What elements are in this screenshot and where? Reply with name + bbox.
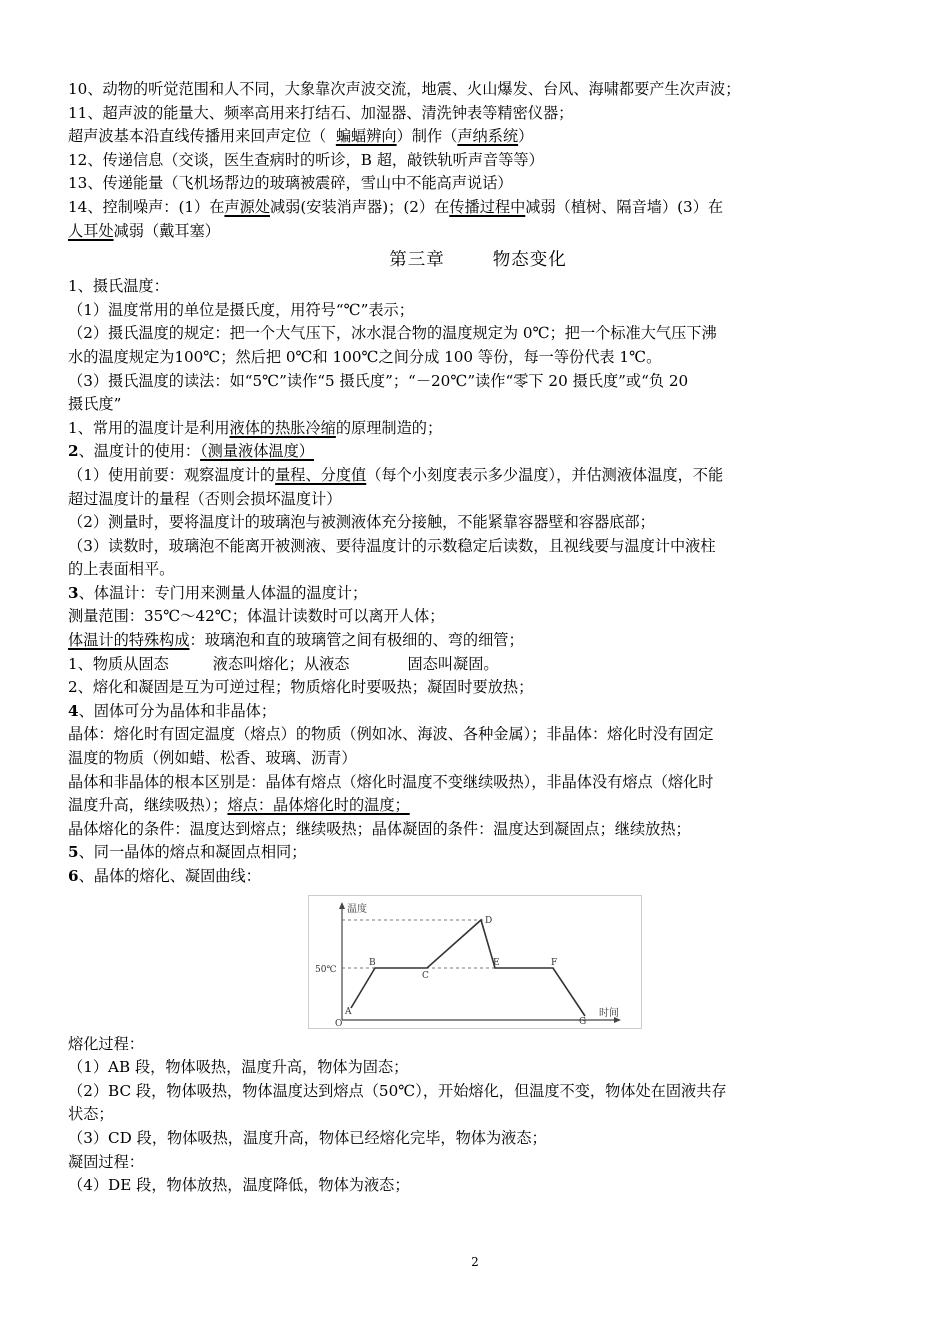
point-label: D bbox=[485, 915, 493, 926]
text-line: 温度升高，继续吸热）；熔点：晶体熔化时的温度； bbox=[68, 796, 410, 815]
text-line: 晶体和非晶体的根本区别是：晶体有熔点（熔化时温度不变继续吸热），非晶体没有熔点（熔化时 bbox=[68, 772, 714, 791]
text-line: 摄氏度” bbox=[68, 395, 122, 414]
text-line: 3、体温计：专门用来测量人体温的温度计； bbox=[68, 583, 368, 602]
text-line: （4）DE 段，物体放热，温度降低，物体为液态； bbox=[68, 1176, 410, 1195]
point-label: C bbox=[422, 970, 429, 981]
document-body bbox=[68, 78, 888, 1198]
chapter-name: 物态变化 bbox=[492, 250, 567, 271]
text-line: 晶体熔化的条件：温度达到熔点；继续吸热；晶体凝固的条件：温度达到凝固点；继续放热； bbox=[68, 819, 691, 838]
text-line: 的上表面相平。 bbox=[68, 560, 175, 579]
underlined-term: 蝙蝠辨向 bbox=[335, 127, 397, 146]
text-line: （1）AB 段，物体吸热，温度升高，物体为固态； bbox=[68, 1058, 409, 1077]
text-line: 2、温度计的使用：（测量液体温度） bbox=[68, 442, 314, 461]
text-line: 11、超声波的能量大、频率高用来打结石、加湿器、清洗钟表等精密仪器； bbox=[68, 103, 574, 122]
underlined-term: 声源处 bbox=[224, 197, 270, 216]
text-line: 10、动物的听觉范围和人不同，大象靠次声波交流，地震、火山爆发、台风、海啸都要产生次声波； bbox=[68, 80, 741, 98]
underlined-term: 体温计的特殊构成 bbox=[68, 631, 190, 650]
point-label: G bbox=[579, 1016, 587, 1027]
text-line: 12、传递信息（交谈，医生查病时的听诊，B 超，敲铁轨听声音等等） bbox=[68, 150, 544, 169]
x-axis-label: 时间 bbox=[599, 1007, 619, 1019]
text-line: 超声波基本沿直线传播用来回声定位（ 蝙蝠辨向）制作（声纳系统） bbox=[68, 127, 534, 146]
text-line: （2）测量时，要将温度计的玻璃泡与被测液体充分接触，不能紧靠容器壁和容器底部； bbox=[68, 513, 655, 532]
text-line: 测量范围：35℃～42℃；体温计读数时可以离开人体； bbox=[68, 607, 445, 626]
origin-label: O bbox=[335, 1018, 343, 1028]
page-number: 2 bbox=[471, 1255, 479, 1269]
text-line: 晶体：熔化时有固定温度（熔点）的物质（例如冰、海波、各种金属）；非晶体：熔化时没有固定 bbox=[68, 725, 714, 744]
text-line: （3）摄氏温度的读法：如“5℃”读作“5 摄氏度”；“－20℃”读作“零下 20 摄氏度”或“负 20 bbox=[68, 371, 689, 390]
text-line: （1）温度常用的单位是摄氏度，用符号“℃”表示； bbox=[68, 300, 414, 319]
text-line: （3）CD 段，物体吸热，温度升高，物体已经熔化完毕，物体为液态； bbox=[68, 1128, 547, 1147]
text-line: （1）使用前要：观察温度计的量程、分度值（每个小刻度表示多少温度），并估测液体温度，不能 bbox=[68, 465, 724, 484]
text-line: 状态； bbox=[68, 1105, 114, 1124]
melting-curve-figure bbox=[308, 895, 642, 1029]
underlined-term: 声纳系统 bbox=[457, 127, 519, 146]
text-line: 14、控制噪声：(1）在声源处减弱(安装消声器)；(2）在传播过程中减弱（植树、隔音墙）(3）在 bbox=[68, 197, 724, 216]
text-line: 温度的物质（例如蜡、松香、玻璃、沥青） bbox=[68, 749, 357, 768]
point-label: E bbox=[493, 957, 500, 968]
text-line: 1、摄氏温度： bbox=[68, 277, 169, 296]
text-line: （3）读数时，玻璃泡不能离开被测液、要待温度计的示数稳定后读数，且视线要与温度计中液柱 bbox=[68, 536, 716, 555]
point-label: A bbox=[345, 1006, 352, 1017]
text-line: （2）BC 段，物体吸热，物体温度达到熔点（50℃），开始熔化，但温度不变，物体处在固液共存 bbox=[68, 1081, 727, 1100]
underlined-term: 熔点：晶体熔化时的温度； bbox=[227, 796, 410, 815]
text-line: 体温计的特殊构成：玻璃泡和直的玻璃管之间有极细的、弯的细管； bbox=[68, 631, 524, 650]
text-line: 熔化过程： bbox=[68, 1034, 144, 1053]
chapter-title bbox=[68, 245, 888, 275]
melting-curve-svg bbox=[309, 896, 641, 1028]
text-line: 水的温度规定为100℃；然后把 0℃和 100℃之间分成 100 等份，每一等份代表 1℃。 bbox=[68, 347, 662, 366]
chapter-number: 第三章 bbox=[389, 250, 445, 271]
point-label: F bbox=[551, 957, 558, 968]
text-line: 1、常用的温度计是利用液体的热胀冷缩的原理制造的； bbox=[68, 418, 443, 437]
underlined-term: 液体的热胀冷缩 bbox=[229, 418, 336, 437]
text-line: （2）摄氏温度的规定：把一个大气压下，冰水混合物的温度规定为 0℃；把一个标准大气压下沸 bbox=[68, 324, 717, 343]
underlined-term: 人耳处 bbox=[68, 221, 114, 240]
text-line: 5、同一晶体的熔点和凝固点相同； bbox=[68, 843, 307, 862]
point-label: B bbox=[369, 957, 376, 968]
underlined-term: （测量液体温度） bbox=[200, 442, 314, 461]
y-axis-label: 温度 bbox=[347, 903, 367, 915]
text-line: 4、固体可分为晶体和非晶体； bbox=[68, 701, 277, 720]
text-line: 6、晶体的熔化、凝固曲线： bbox=[68, 867, 261, 885]
y-axis-arrow bbox=[339, 902, 345, 909]
text-line: 凝固过程： bbox=[68, 1152, 144, 1171]
underlined-term: 量程、分度值 bbox=[275, 465, 367, 484]
text-line: 2、熔化和凝固是互为可逆过程；物质熔化时要吸热；凝固时要放热； bbox=[68, 678, 534, 697]
text-line: 13、传递能量（飞机场帮边的玻璃被震碎，雪山中不能高声说话） bbox=[68, 174, 513, 193]
tick-label: 50℃ bbox=[315, 964, 337, 975]
text-line: 超过温度计的量程（否则会损坏温度计） bbox=[68, 489, 342, 508]
underlined-term: 传播过程中 bbox=[449, 197, 526, 216]
text-line: 人耳处减弱（戴耳塞） bbox=[68, 221, 220, 240]
text-line: 1、物质从固态 液态叫熔化；从液态 固态叫凝固。 bbox=[68, 654, 499, 673]
